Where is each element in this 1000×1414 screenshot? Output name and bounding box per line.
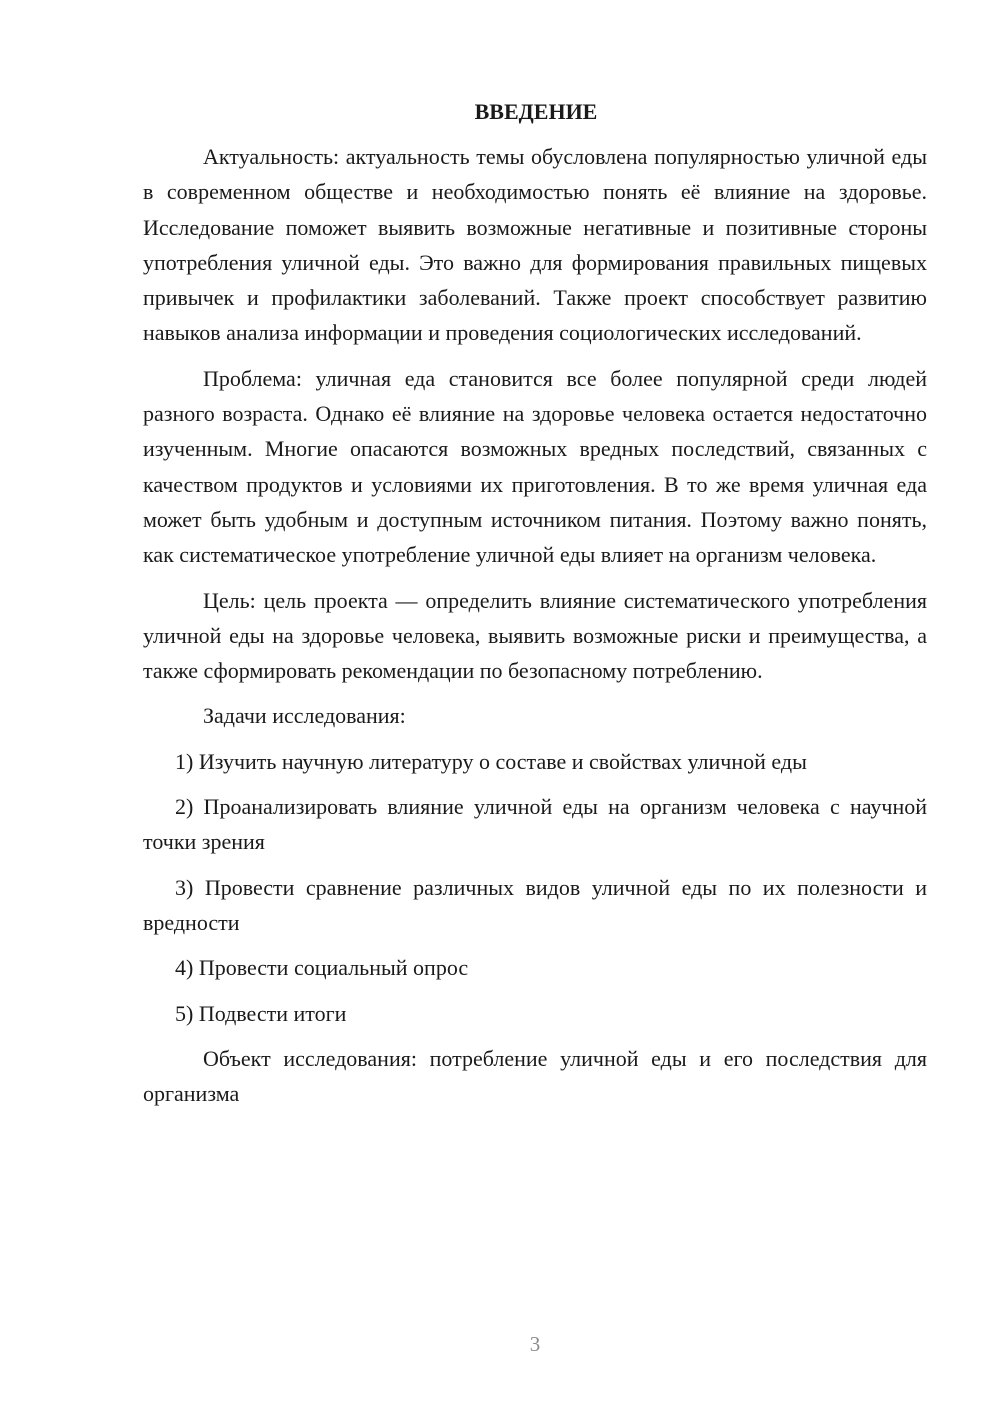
- task-item: 3) Провести сравнение различных видов уличной еды по их полезности и вредности: [143, 874, 927, 935]
- task-item: 2) Проанализировать влияние уличной еды на организм человека с научной точки зрения: [143, 794, 927, 855]
- page-content: [143, 94, 927, 1121]
- page-number: 3: [529, 1332, 541, 1356]
- relevance-paragraph: Актуальность: актуальность темы обусловлена популярностью уличной еды в современном обществе и необходимостью понять её влияние на здоровье. Исследование поможет выявить возможные негативные и позитивные стороны употребления уличной еды. Это важно для формирования правильных пищевых привычек и профилактики заболеваний. Также проект способствует развитию навыков анализа информации и проведения социологических исследований.: [143, 144, 927, 346]
- object-paragraph: Объект исследования: потребление уличной еды и его последствия для организма: [143, 1045, 927, 1107]
- problem-paragraph: Проблема: уличная еда становится все более популярной среди людей разного возраста. Однако её влияние на здоровье человека остается недостаточно изученным. Многие опасаются возможных вредных последствий, связанных с качеством продуктов и условиями их приготовления. В то же время уличная еда может быть удобным и доступным источником питания. Поэтому важно понять, как систематическое употребление уличной еды влияет на организм человека.: [143, 365, 927, 568]
- goal-paragraph: Цель: цель проекта — определить влияние систематического употребления уличной еды на здоровье человека, выявить возможные риски и преимущества, а также сформировать рекомендации по безопасному потреблению.: [143, 587, 927, 684]
- task-item: 1) Изучить научную литературу о составе и свойствах уличной еды: [175, 748, 807, 774]
- task-item: 4) Провести социальный опрос: [175, 955, 469, 981]
- page-title: ВВЕДЕНИЕ: [474, 99, 598, 124]
- task-item: 5) Подвести итоги: [175, 1000, 347, 1026]
- tasks-list: [143, 744, 927, 1031]
- tasks-heading: Задачи исследования:: [203, 703, 406, 729]
